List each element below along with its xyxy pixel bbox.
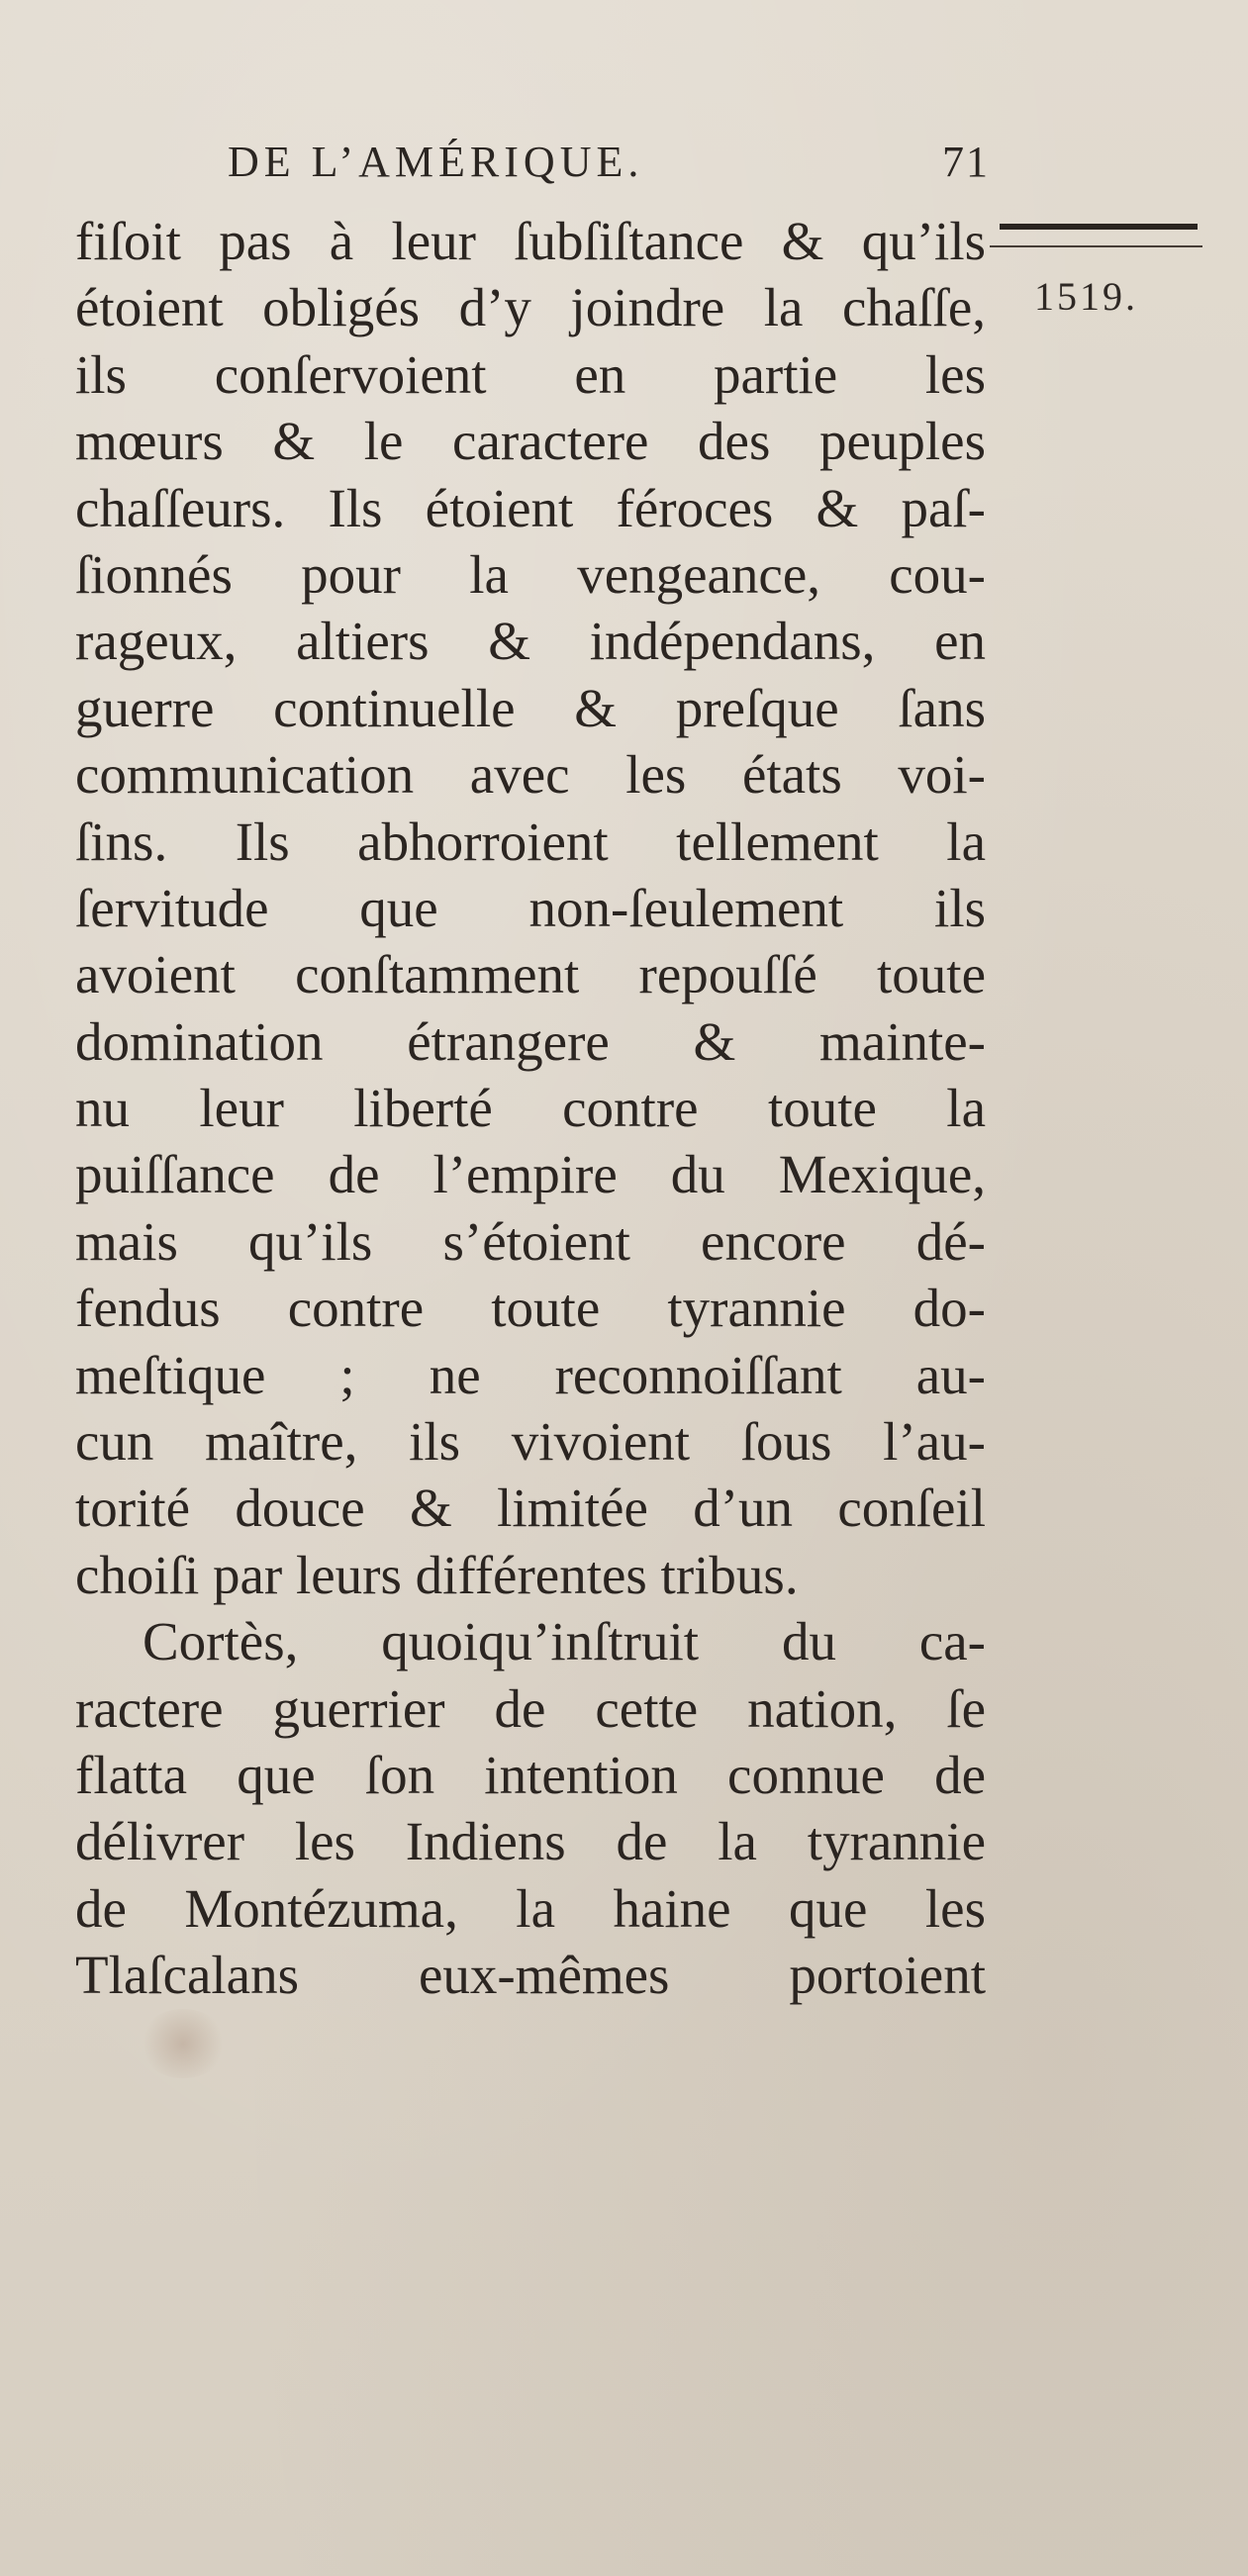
body-text bbox=[75, 208, 986, 2009]
text-line: cun maître, ils vivoient ſous l’au- bbox=[75, 1411, 986, 1473]
text-line: fendus contre toute tyrannie do- bbox=[75, 1278, 986, 1339]
text-line: Tlaſcalans eux-mêmes portoient bbox=[75, 1945, 986, 2006]
text-line: de Montézuma, la haine que les bbox=[75, 1877, 986, 1939]
margin-year-note: 1519. bbox=[1034, 274, 1138, 319]
running-head bbox=[228, 137, 990, 196]
header-rule-thick bbox=[1000, 224, 1198, 230]
paragraph-end-line: choiſi par leurs différentes tribus. bbox=[75, 1544, 799, 1605]
text-line: domination étrangere & mainte- bbox=[75, 1010, 986, 1072]
text-line: ils conſervoient en partie les bbox=[75, 343, 986, 405]
text-line: ſervitude que non-ſeulement ils bbox=[75, 877, 986, 938]
header-rule-thin bbox=[990, 245, 1202, 247]
text-line: flatta que ſon intention connue de bbox=[75, 1744, 986, 1805]
text-line: étoient obligés d’y joindre la chaſſe, bbox=[75, 277, 986, 338]
text-line: délivrer les Indiens de la tyrannie bbox=[75, 1811, 986, 1872]
text-line: mais qu’ils s’étoient encore dé- bbox=[75, 1210, 986, 1272]
text-line: meſtique ; ne reconnoiſſant au- bbox=[75, 1344, 986, 1405]
text-line: guerre continuelle & preſque ſans bbox=[75, 677, 986, 738]
text-line: nu leur liberté contre toute la bbox=[75, 1078, 986, 1139]
text-line: ſins. Ils abhorroient tellement la bbox=[75, 811, 986, 872]
text-line: chaſſeurs. Ils étoient féroces & paſ- bbox=[75, 477, 986, 538]
text-line: torité douce & limitée d’un conſeil bbox=[75, 1478, 986, 1539]
paper-stain bbox=[139, 2009, 228, 2078]
text-line: rageux, altiers & indépendans, en bbox=[75, 611, 986, 672]
text-line: puiſſance de l’empire du Mexique, bbox=[75, 1144, 986, 1205]
paragraph-start-line: Cortès, quoiqu’inſtruit du ca- bbox=[143, 1611, 986, 1672]
text-line: communication avec les états voi- bbox=[75, 744, 986, 806]
text-line: mœurs & le caractere des peuples bbox=[75, 411, 986, 472]
text-line: ſionnés pour la vengeance, cou- bbox=[75, 543, 986, 605]
text-line: ractere guerrier de cette nation, ſe bbox=[75, 1677, 986, 1739]
text-line: fiſoit pas à leur ſubſiſtance & qu’ils bbox=[75, 211, 986, 271]
page-number: 71 bbox=[942, 138, 990, 186]
text-line: avoient conſtamment repouſſé toute bbox=[75, 944, 986, 1005]
running-title: DE L’AMÉRIQUE. bbox=[228, 138, 644, 186]
